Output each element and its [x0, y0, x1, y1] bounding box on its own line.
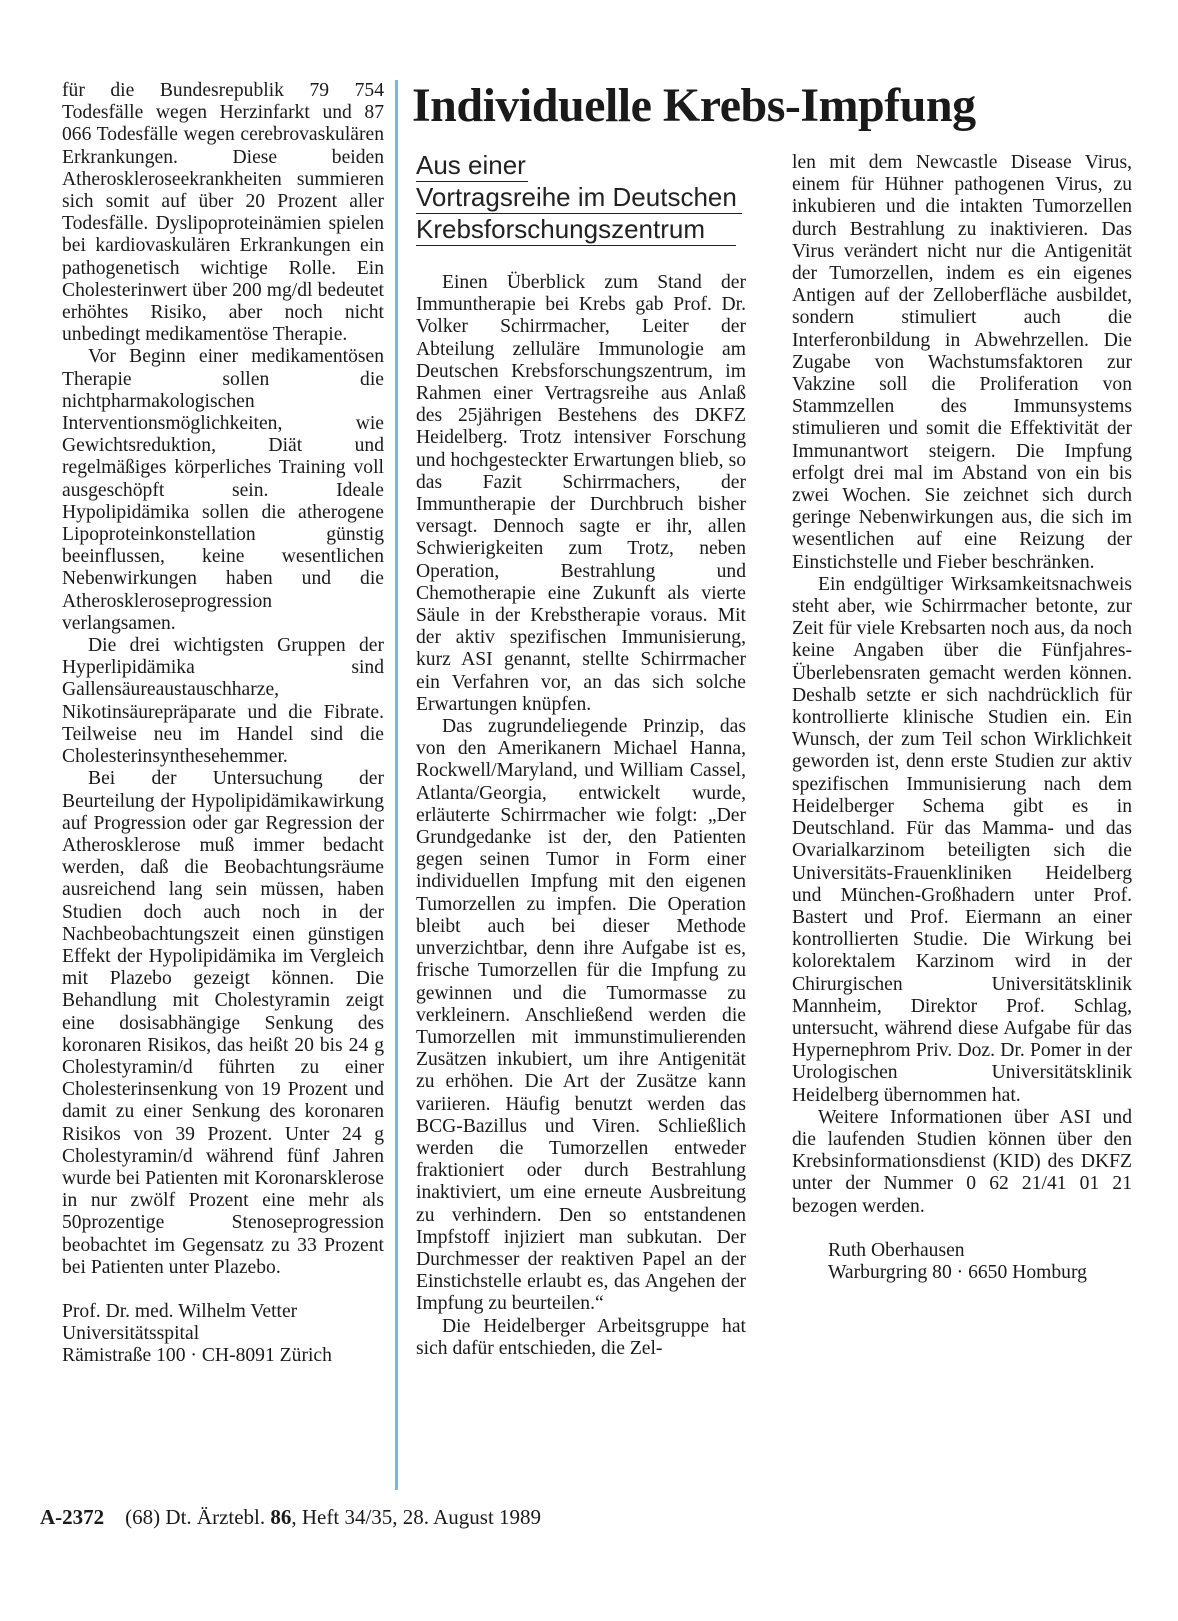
signature-author-address: Warburgring 80 · 6650 Homburg: [828, 1261, 1087, 1283]
left-paragraph-4: Bei der Untersuchung der Beurteilung der Hypolipidämikawirkung auf Progression oder gar Regression der Atherosklerose muß immer bedacht werden, daß die Beobachtungsräume ausreichend lang sein müssen, haben Studien doch auch noch in der Nachbeobachtungszeit einen günstigen Effekt der Hypolipidämika im Vergleich mit Plazebo gezeigt können. Die Behandlung mit Cholestyramin zeigt eine dosisabhängige Senkung des koronaren Risikos, das heißt 20 bis 24 g Cholestyramin/d führten zu einer Cholesterinsenkung von 19 Prozent und damit zu einer Senkung des koronaren Risikos von 39 Prozent. Unter 24 g Cholestyramin/d während fünf Jahren wurde bei Patienten mit Koronarsklerose in nur zwölf Prozent eine mehr als 50prozentige Stenoseprogression beobachtet im Gegensatz zu 33 Prozent bei Patienten unter Plazebo.: [62, 768, 384, 1278]
middle-paragraph-2: Das zugrundeliegende Prinzip, das von den Amerikanern Michael Hanna, Rockwell/Maryland, und William Cassel, Atlanta/Georgia, entwickelt wurde, erläuterte Schirrmacher wie folgt: „Der Grundgedanke ist der, den Patienten gegen seinen Tumor in Form einer individuellen Impfung mit den eigenen Tumorzellen zu impfen. Die Operation bleibt auch bei dieser Methode unverzichtbar, denn ihre Aufgabe ist es, frische Tumorzellen für die Impfung zu gewinnen und die Tumormasse zu verkleinern. Anschließend werden die Tumorzellen mit immunstimulierenden Zusätzen inkubiert, um ihre Antigenität zu erhöhen. Die Art der Zusätze kann variieren. Häufig benutzt werden das BCG-Bazillus und Viren. Schließlich werden die Tumorzellen entweder fraktioniert oder durch Bestrahlung inaktiviert, um eine erneute Ausbreitung zu verhindern. Den so entstandenen Impfstoff injiziert man subkutan. Der Durchmesser der reaktiven Papel an der Einstichstelle erlaubt es, das Angehen der Impfung zu beurteilen.“: [416, 716, 746, 1315]
left-paragraph-2: Vor Beginn einer medikamentösen Therapie sollen die nichtpharmakologischen Interventionsmöglichkeiten, wie Gewichtsreduktion, Diät und regelmäßiges körperliches Training voll ausgeschöpft sein. Ideale Hypolipidämika sollen die atherogene Lipoproteinkonstellation günstig beeinflussen, keine wesentlichen Nebenwirkungen haben und die Atheroskleroseprogression verlangsamen.: [62, 346, 384, 634]
signature-name: Prof. Dr. med. Wilhelm Vetter: [62, 1300, 298, 1322]
right-paragraph-1: len mit dem Newcastle Disease Virus, einem für Hühner pathogenen Virus, zu inkubieren und die intakten Tumorzellen durch Bestrahlung zu inaktivieren. Das Virus verändert nicht nur die Antigenität der Tumorzellen, indem es ein eigenes Antigen auf der Zelloberfläche ausbildet, sondern stimuliert auch die Interferonbildung in Abwehrzellen. Die Zugabe von Wachstumsfaktoren zur Vakzine soll die Proliferation von Stammzellen des Immunsystems stimulieren und somit die Effektivität der Immunantwort steigern. Die Impfung erfolgt drei mal im Abstand von ein bis zwei Wochen. Sie zeichnet sich durch geringe Nebenwirkungen aus, die sich im wesentlichen auf eine Reizung der Einstichstelle und Fieber beschränken.: [792, 152, 1132, 573]
signature-author: Ruth Oberhausen: [828, 1239, 965, 1261]
page-number: A-2372: [40, 1505, 105, 1529]
signature-address: Rämistraße 100 · CH-8091 Zürich: [62, 1345, 332, 1367]
kicker-line-2: Vortragsreihe im Deutschen: [416, 182, 742, 214]
right-paragraph-2: Ein endgültiger Wirksamkeitsnachweis steht aber, wie Schirrmacher betonte, zur Zeit für viele Krebsarten noch aus, da noch keine Angaben über die Fünfjahres-Überlebensraten gemacht werden können. Deshalb setzte er sich nachdrücklich für kontrollierte klinische Studien ein. Ein Wunsch, der zum Teil schon Wirklichkeit geworden ist, denn erste Studien zur aktiv spezifischen Immunisierung nach dem Heidelberger Schema gibt es in Deutschland. Für das Mamma- und das Ovarialkarzinom beteiligten sich die Universitäts-Frauenkliniken Heidelberg und München-Großhadern unter Prof. Bastert und Prof. Eiermann an einer kontrollierten Studie. Die Wirkung bei kolorektalem Karzinom wird in der Chirurgischen Universitätsklinik Mannheim, Direktor Prof. Schlag, untersucht, während diese Aufgabe für das Hypernephrom Priv. Doz. Dr. Pomer in der Urologischen Universitätsklinik Heidelberg übernommen hat.: [792, 573, 1132, 1106]
journal-volume: 86: [270, 1505, 292, 1529]
column-divider-rule: [395, 80, 398, 1490]
left-signature: [62, 1301, 384, 1368]
right-paragraph-3: Weitere Informationen über ASI und die laufenden Studien können über den Krebsinformationsdienst (KID) des DKFZ unter der Nummer 0 62 21/41 01 21 bezogen werden.: [792, 1106, 1132, 1217]
kicker-line-3: Krebsforschungszentrum: [416, 214, 736, 246]
middle-paragraph-3: Die Heidelberger Arbeitsgruppe hat sich dafür entschieden, die Zel-: [416, 1315, 746, 1359]
journal-issue: , Heft 34/35, 28. August 1989: [291, 1505, 542, 1529]
left-paragraph-3: Die drei wichtigsten Gruppen der Hyperlipidämika sind Gallensäureaustauschharze, Nikotinsäurepräparate und die Fibrate. Teilweise neu im Handel sind die Cholesterinsynthesehemmer.: [62, 635, 384, 768]
left-paragraph-1: für die Bundesrepublik 79 754 Todesfälle wegen Herzinfarkt und 87 066 Todesfälle wegen cerebrovaskulären Erkrankungen. Diese beiden Atheroskleroseekrankheiten summieren sich somit auf über 20 Prozent aller Todesfälle. Dyslipoproteinämien spielen bei kardiovaskulären Erkrankungen ein pathogenetisch wichtige Rolle. Ein Cholesterinwert über 200 mg/dl bedeutet erhöhtes Risiko, aber noch nicht unbedingt medikamentöse Therapie.: [62, 80, 384, 346]
signature-institution: Universitätsspital: [62, 1323, 200, 1345]
page-footer: [40, 1505, 541, 1530]
kicker-line-1: Aus einer: [416, 150, 528, 182]
article-title: Individuelle Krebs-Impfung: [412, 79, 976, 132]
journal-name: (68) Dt. Ärztebl.: [125, 1505, 266, 1529]
middle-paragraph-1: Einen Überblick zum Stand der Immuntherapie bei Krebs gab Prof. Dr. Volker Schirrmacher, Leiter der Abteilung zelluläre Immunologie am Deutschen Krebsforschungszentrum, im Rahmen einer Vertragsreihe aus Anlaß des 25jährigen Bestehens des DKFZ Heidelberg. Trotz intensiver Forschung und hochgesteckter Erwartungen blieb, so das Fazit Schirrmachers, der Immuntherapie der Durchbruch bisher versagt. Dennoch sagte er ihr, allen Schwierigkeiten zum Trotz, neben Operation, Bestrahlung und Chemotherapie eine Zukunft als vierte Säule in der Krebstherapie voraus. Mit der aktiv spezifischen Immunisierung, kurz ASI genannt, stellte Schirrmacher ein Verfahren vor, an das sich solche Erwartungen knüpfen.: [416, 272, 746, 715]
right-column: [792, 152, 1132, 1284]
right-signature: [792, 1240, 1132, 1284]
article-kicker: [416, 150, 762, 246]
left-column: [62, 80, 384, 1368]
middle-column: [416, 272, 746, 1360]
